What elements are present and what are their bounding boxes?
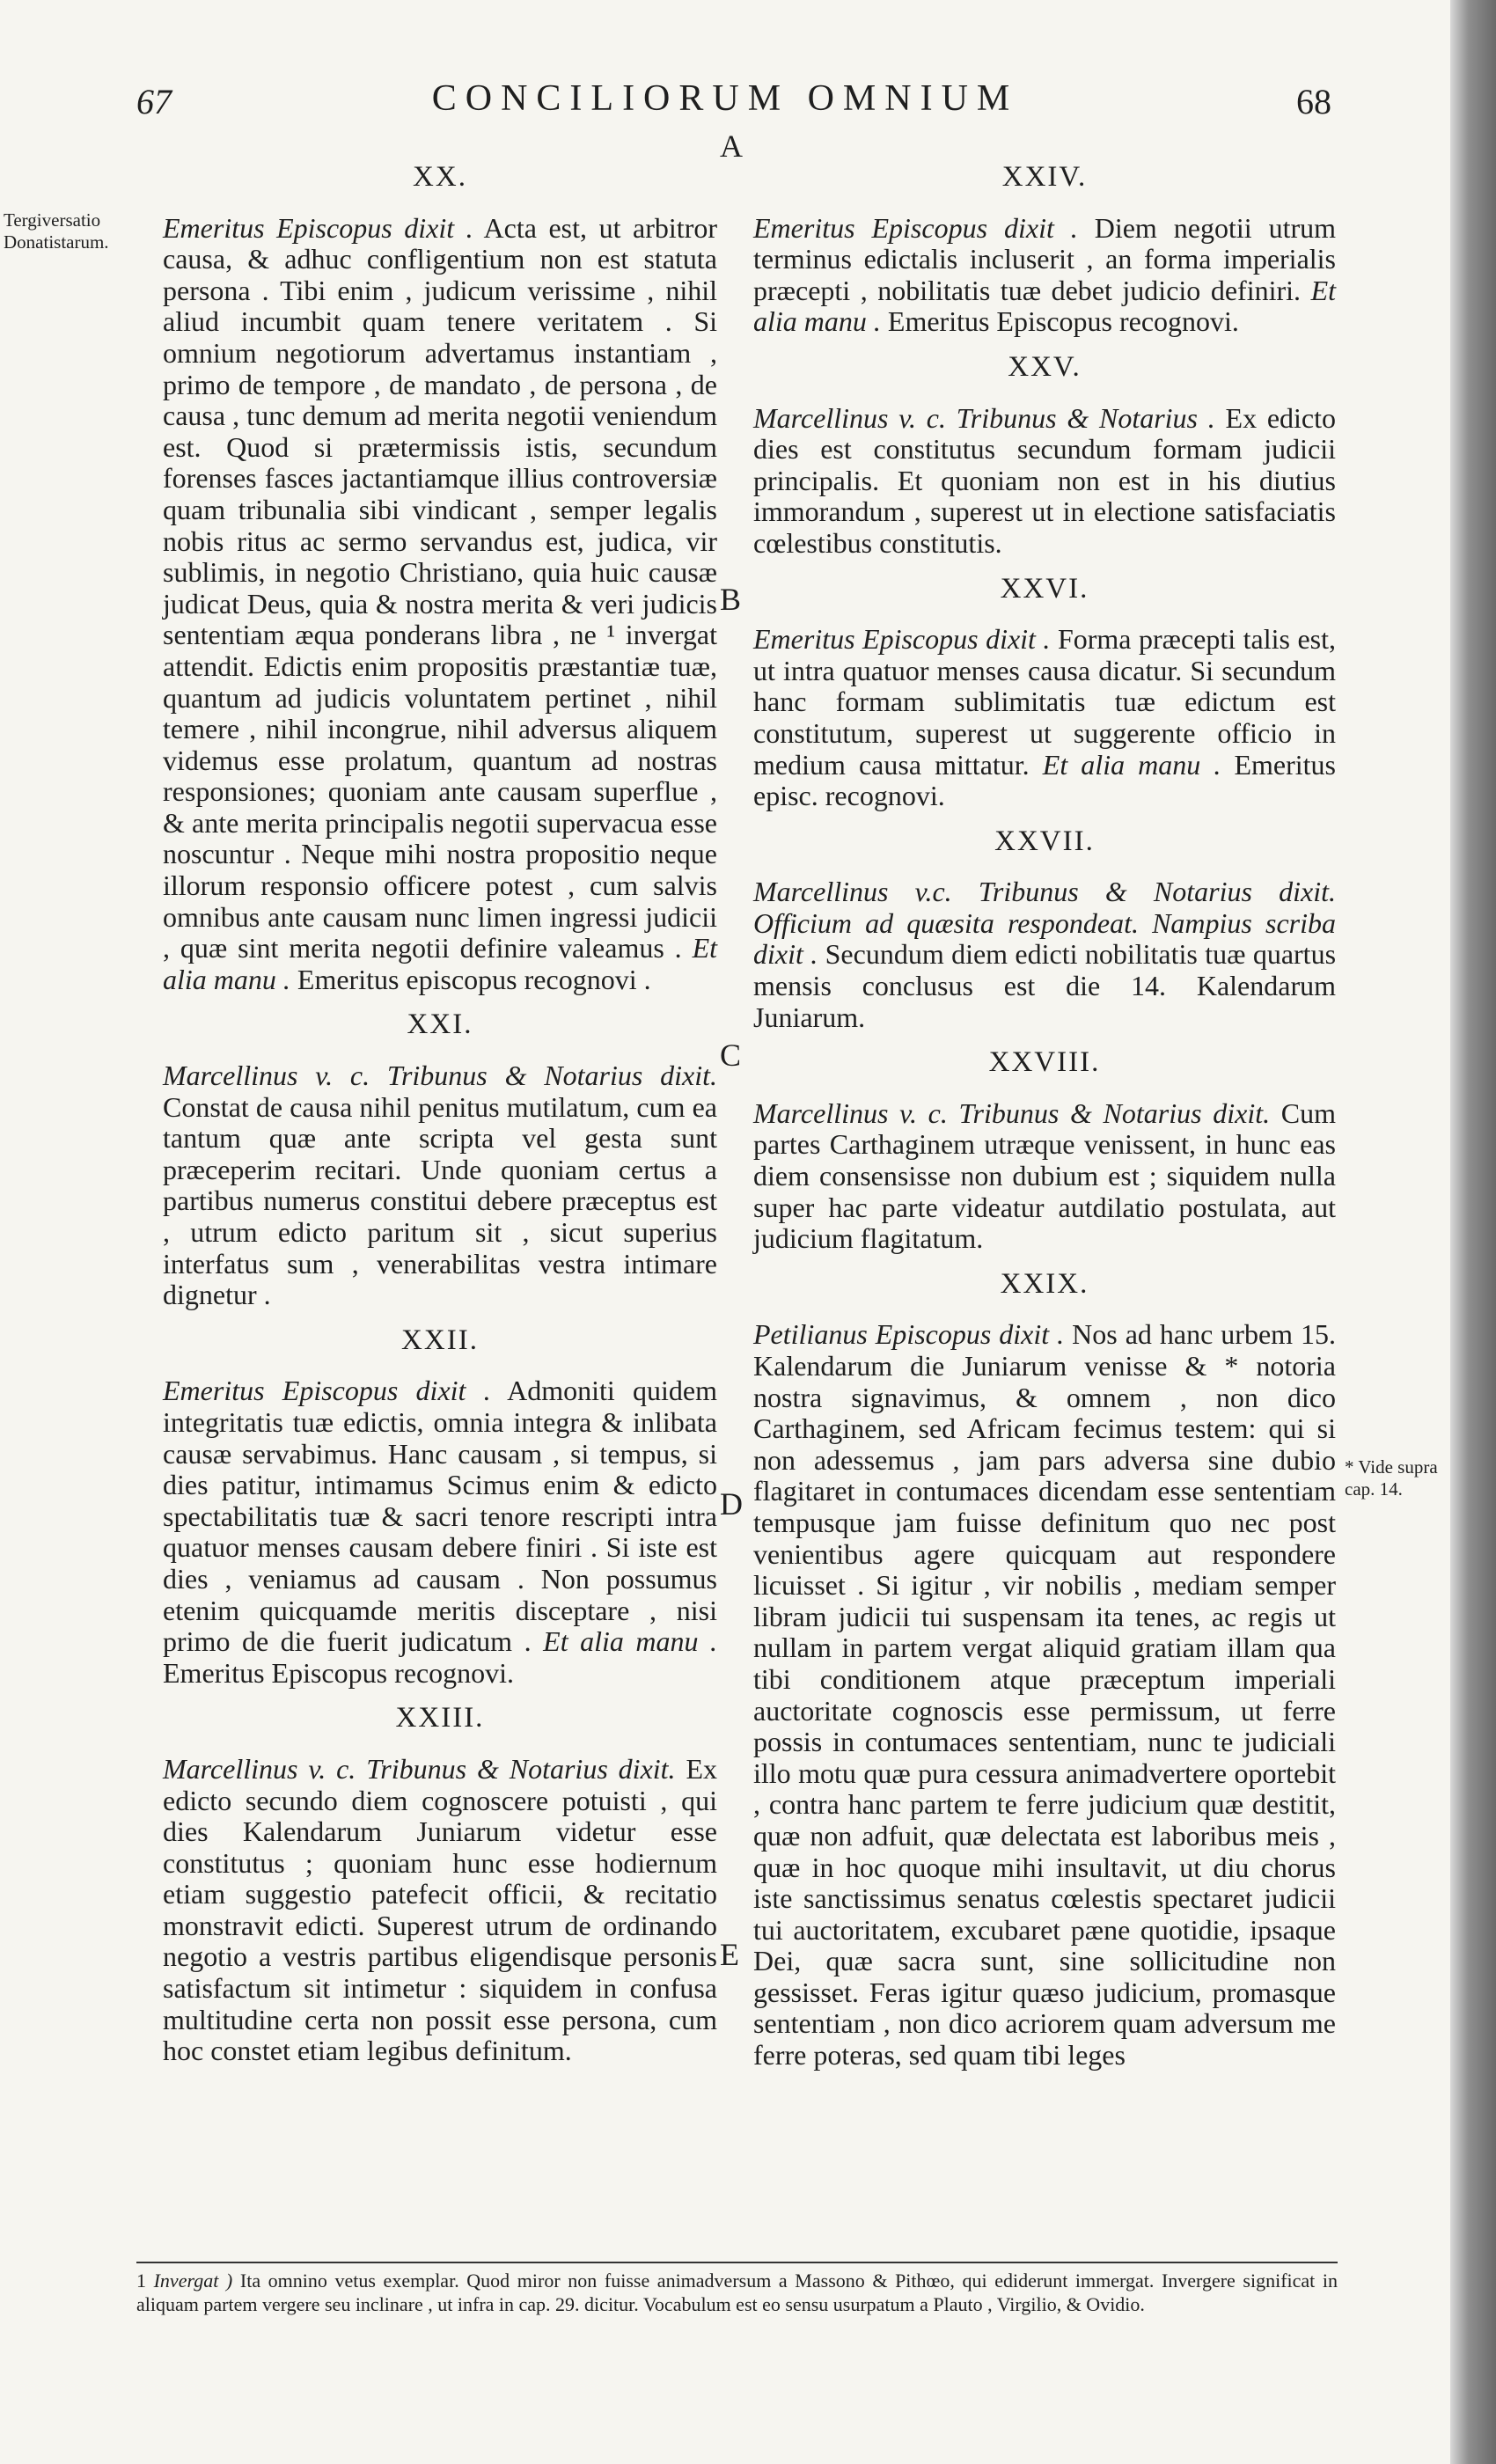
chapter-text: Ex edicto dies est constitutus secundum formam judicii principalis. Et quoniam non est in his diutius immorandum , superest ut in electione satisfaciatis cœlestibus constitutis. bbox=[753, 401, 1337, 559]
speaker: Marcellinus v. c. Tribunus & Notarius . bbox=[753, 401, 1215, 434]
chapter-body bbox=[753, 213, 1336, 338]
speaker: Marcellinus v. c. Tribunus & Notarius dixit. bbox=[753, 1096, 1271, 1129]
chapter-number: XXIII. bbox=[395, 1702, 485, 1734]
chapter-number: XXV. bbox=[1008, 350, 1082, 383]
chapter-body bbox=[163, 213, 717, 996]
speaker: Marcellinus v. c. Tribunus & Notarius dixit. bbox=[163, 1752, 676, 1785]
chapter-number: XXVI. bbox=[1000, 572, 1089, 605]
alia-manu: Et alia manu . bbox=[753, 274, 1337, 338]
chapter-xxi bbox=[163, 1009, 717, 1310]
side-note-left: Tergiversatio Donatistarum. bbox=[4, 209, 109, 253]
chapter-xxix bbox=[753, 1269, 1336, 2072]
footnote-marker: 1 bbox=[136, 2270, 146, 2292]
chapter-number: XXIV. bbox=[1001, 161, 1088, 193]
chapter-xxiii bbox=[163, 1703, 717, 2067]
chapter-text: Diem negotii utrum terminus edictalis incluserit , an forma imperialis præcepti , nobilitatis tuæ debet judicio definiri. bbox=[753, 211, 1336, 306]
page-number-right: 68 bbox=[1296, 82, 1331, 121]
chapter-text: Constat de causa nihil penitus mutilatum, cum ea tantum quæ ante scripta vel gesta sunt præceperim recitari. Unde quoniam certus a partibus numerus constitui debere præceptus est , utrum edicto paritum sit , sicut superius interfatus sum , venerabilitas vestra intimare dignetur . bbox=[163, 1090, 717, 1311]
alia-manu: Et alia manu . bbox=[1042, 748, 1221, 781]
chapter-text: Secundum diem edicti nobilitatis tuæ quartus mensis conclusus est die 14. Kalendarum Juniarum. bbox=[753, 938, 1337, 1033]
speaker: Emeritus Episcopus dixit . bbox=[753, 623, 1051, 656]
footnote-term: Invergat ) bbox=[153, 2270, 233, 2292]
chapter-body bbox=[163, 1754, 717, 2067]
alia-manu: Et alia manu . bbox=[543, 1625, 718, 1658]
margin-letter-b: B bbox=[720, 582, 742, 617]
margin-letter-c: C bbox=[720, 1038, 742, 1073]
signature: Emeritus episcopus recognovi . bbox=[297, 963, 651, 995]
chapter-xxviii bbox=[753, 1047, 1336, 1255]
footnote-text: Ita omnino vetus exemplar. Quod miror non fuisse animadversum a Massono & Pithœo, qui ediderunt immergat. Invergere significat in aliquam partem vergere seu inclinare , ut infra in cap. 29. dicitur. Vocabulum est eo sensu usurpatum a Plauto , Virgilio, & Ovidio. bbox=[136, 2270, 1338, 2315]
chapter-body bbox=[753, 624, 1336, 812]
speaker: Marcellinus v. c. Tribunus & Notarius dixit. bbox=[163, 1060, 717, 1092]
chapter-number: XXI. bbox=[407, 1008, 473, 1041]
chapter-xxvii bbox=[753, 826, 1336, 1034]
chapter-text: Acta est, ut arbitror causa, & adhuc confligentium non est statuta persona . Tibi enim , judicum verissime , nihil aliud incumbit quam tenere veritatem . Si omnium negotiorum advertamus instantiam , primo de tempore , de mandato , de persona , de causa , tunc demum ad merita negotii veniendum est. Quod si prætermissis istis, secundum forenses fasces jactantiamque illius controversiæ quam tribunalia sibi vindicant , semper legalis nobis ritus ac sermo servandus est, judica, vir sublimis, in negotio Christiano, quia huic causæ judicat Deus, quia & nostra merita & veri judicis sententiam æqua ponderans libra , ne ¹ invergat attendit. Edictis enim propositis præstantiæ tuæ, quantum ad judicis voluntatem pertinet , nihil temere , nihil incongrue, nihil adversus aliquem videmus esse prolatum, quantum ad nostras responsiones; quoniam ante causam superflue , & ante merita principalis negotii supervacua esse noscuntur . Neque mihi nostra propositio neque illorum responsio officere potest , cum salvis omnibus ante causam nunc limen ingressi judicii , quæ sint merita negotii definire valeamus . bbox=[163, 211, 718, 964]
margin-letter-a: A bbox=[720, 128, 743, 164]
chapter-body bbox=[753, 1319, 1336, 2071]
page-number-left: 67 bbox=[136, 82, 172, 121]
chapter-number: XX. bbox=[413, 161, 467, 193]
signature: Emeritus episc. recognovi. bbox=[753, 748, 1336, 812]
chapter-xxvi bbox=[753, 574, 1336, 812]
chapter-text: Ex edicto secundo diem cognoscere potuisti , qui dies Kalendarum Juniarum videtur esse constitutus ; quoniam hunc esse hodiernum etiam suggestio patefecit officii, & recitatio monstravit edicti. Superest utrum de ordinando negotio a vestris partibus eligendisque personis satisfactum sit intimetur : siquidem in confusa multitudine certa non possit esse persona, cum hoc constet etiam legibus definitum. bbox=[163, 1752, 717, 2067]
chapter-number: XXVII. bbox=[994, 825, 1095, 857]
chapter-body bbox=[753, 1098, 1336, 1255]
running-title: CONCILIORUM OMNIUM bbox=[431, 78, 1019, 119]
alia-manu: Et alia manu . bbox=[163, 932, 718, 995]
chapter-xx bbox=[163, 162, 717, 995]
chapter-text: Nos ad hanc urbem 15. Kalendarum die Juniarum venisse & * notoria nostra signavimus, & omnem , non dico Carthaginem, sed Africam fecimus testem: qui si non adessemus , jam pars adversa sine dubio flagitaret in contumaces dicendam esse sententiam tempusque jam fuisse definitum quo nec post venientibus agere quicquam aut respondere licuisset . Si igitur , vir nobilis , mediam semper libram judicii tui suspensam ita tenes, ac regis ut nullam in partem vergat aliquid gratiam illam qua tibi conditionem atque præceptum imperiali auctoritate cognoscis esse permissum, ut ferre possis in contumaces sententiam, nunc te judiciali illo motu quæ pura cessura animadvertere oportebit , contra hanc partem te ferre judicium quæ destitit, quæ non adfuit, quæ delectata est laboribus meis , quæ in hoc quoque mihi insultavit, ut diu chorus iste sanctissimus senatus cœlestis spectaret judicii tui auctoritatem, excubaret pæne quotidie, ipsaque Dei, quæ sacra sunt, sine sollicitudine non gessisset. Feras igitur quæso judicium, promasque sententiam , non dico acriorem quam adversum me ferre poteras, sed quam tibi leges bbox=[753, 1318, 1337, 2072]
speaker: Emeritus Episcopus dixit . bbox=[753, 211, 1078, 244]
chapter-body bbox=[163, 1375, 717, 1689]
chapter-number: XXIX. bbox=[1000, 1267, 1089, 1300]
margin-letter-e: E bbox=[720, 1937, 739, 1972]
side-note-right: * Vide supra cap. 14. bbox=[1345, 1456, 1438, 1500]
footnote-rule bbox=[136, 2262, 1338, 2263]
chapter-number: XXII. bbox=[401, 1324, 479, 1356]
chapter-body bbox=[163, 1060, 717, 1311]
chapter-xxv bbox=[753, 352, 1336, 560]
right-column bbox=[753, 148, 1336, 2072]
chapter-text: Cum partes Carthaginem utræque venissent, in hunc eas diem consensisse non dubium est ; siquidem nulla super hac parte videatur autdilatio postulata, aut judicium flagitatum. bbox=[753, 1096, 1337, 1255]
chapter-body bbox=[753, 876, 1336, 1033]
left-column bbox=[163, 148, 717, 2067]
page-gutter-shadow bbox=[1450, 0, 1496, 2464]
chapter-xxiv bbox=[753, 162, 1336, 338]
speaker: Petilianus Episcopus dixit . bbox=[753, 1318, 1065, 1351]
footnote bbox=[136, 2269, 1338, 2316]
signature: Emeritus Episcopus recognovi. bbox=[163, 1656, 515, 1689]
chapter-number: XXVIII. bbox=[988, 1046, 1101, 1079]
speaker: Emeritus Episcopus dixit . bbox=[163, 211, 473, 244]
chapter-body bbox=[753, 403, 1336, 560]
chapter-text: Forma præcepti talis est, ut intra quatuor menses causa dicatur. Si secundum hanc formam sublimitatis tuæ edictum est constitutum, superest ut suggerente officio in medium causa mittatur. bbox=[753, 623, 1337, 781]
chapter-xxii bbox=[163, 1325, 717, 1690]
signature: Emeritus Episcopus recognovi. bbox=[887, 305, 1239, 338]
speaker: Emeritus Episcopus dixit . bbox=[163, 1375, 491, 1407]
margin-letter-d: D bbox=[720, 1486, 743, 1522]
speaker: Marcellinus v.c. Tribunus & Notarius dixit. Officium ad quæsita respondeat. Nampius scriba dixit . bbox=[753, 876, 1336, 971]
chapter-text: Admoniti quidem integritatis tuæ edictis, omnia integra & inlibata causæ servabimus. Hanc causam , si tempus, si dies patitur, intimamus Scimus enim & edicto spectabilitatis tuæ & sacri tenore rescripti intra quatuor menses causam debere finiri . Si iste est dies , veniamus ad causam . Non possumus etenim quicquamde meritis disceptare , nisi primo de die fuerit judicatum . bbox=[163, 1375, 718, 1658]
